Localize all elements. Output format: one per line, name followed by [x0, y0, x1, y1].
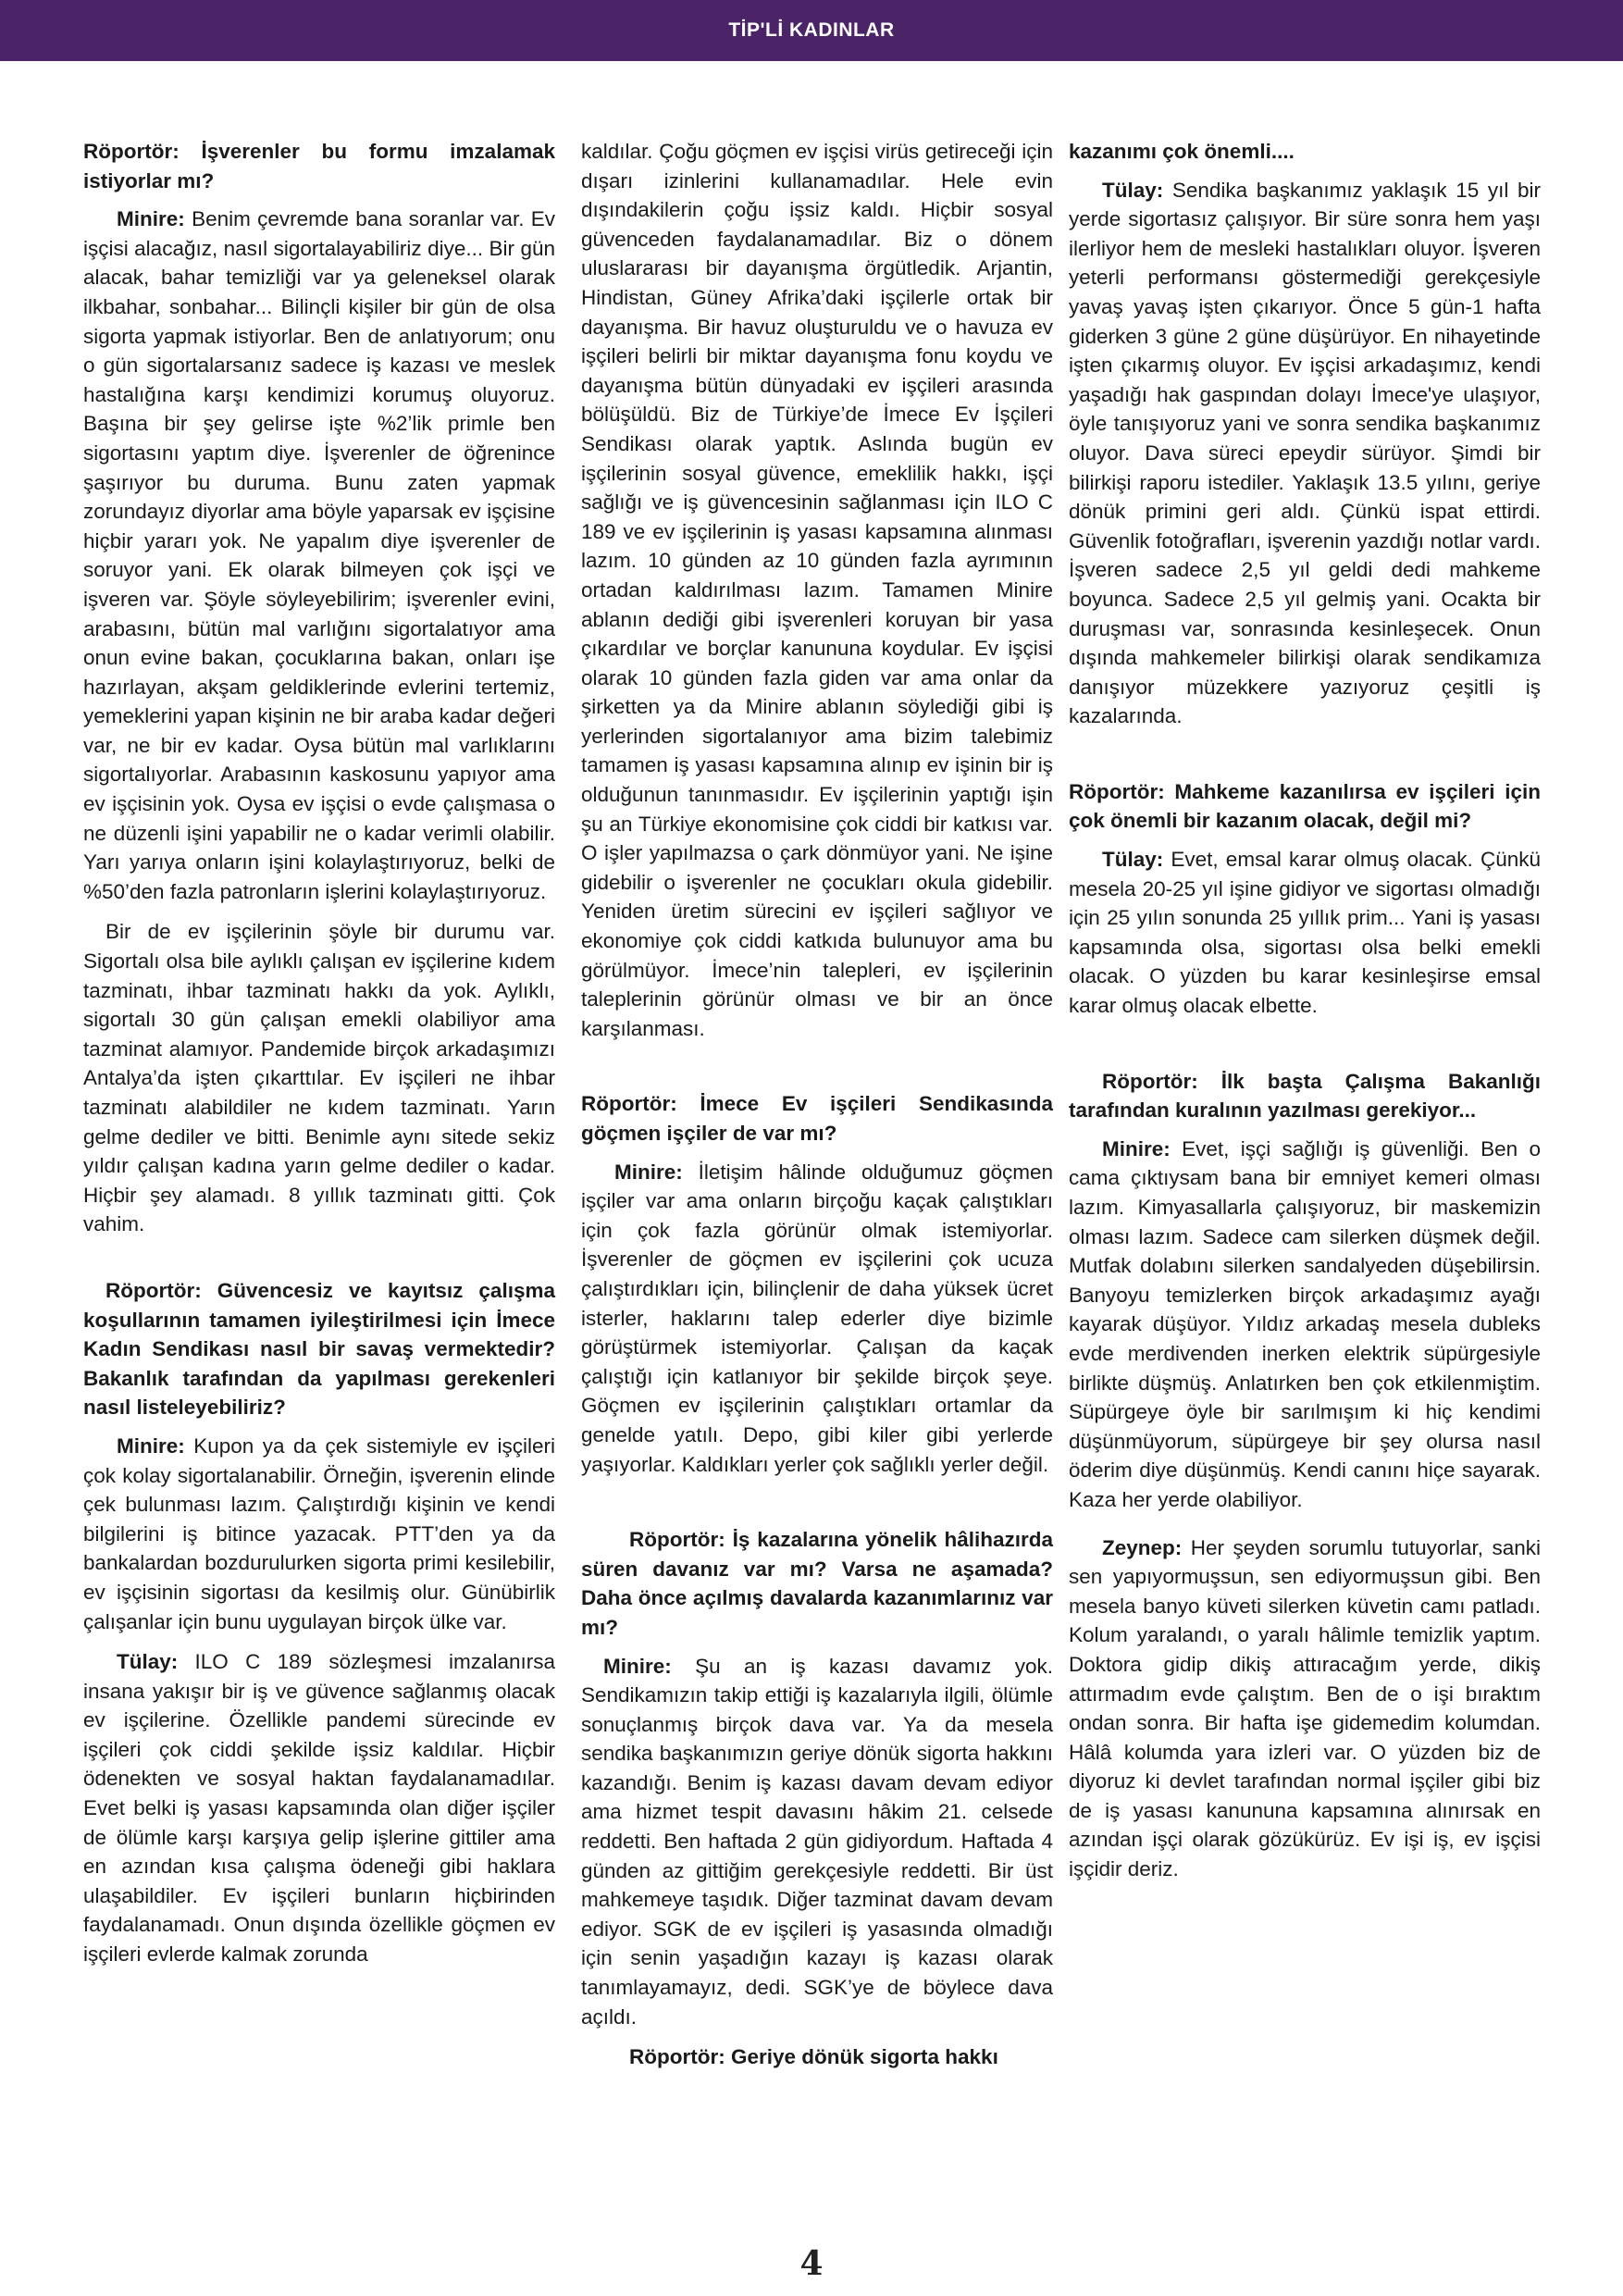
column-3	[1069, 137, 1541, 1895]
page-number: 4	[799, 2244, 824, 2283]
answer-paragraph	[1069, 176, 1541, 731]
column-2	[581, 137, 1053, 2081]
answer-paragraph: Bir de ev işçilerinin şöyle bir durumu var. Sigortalı olsa bile aylıklı çalışan ev işçilerine kıdem tazminatı, ihbar tazminatı hakkı da yok. Aylıklı, sigortalı 30 gün çalışan emekli olabiliyor ama tazminat alamıyor. Pandemide birçok arkadaşımızı Antalya’da işten çıkarttılar. Ev işçileri ne ihbar tazminatı alabildiler ne kıdem tazminatı. Yarın gelme dediler ve bitti. Benimle aynı sitede sekiz yıldır çalışan kadına yarın gelme dediler o kadar. Hiçbir şey alamadı. 8 yıllık tazminatı gitti. Çok vahim.	[83, 920, 555, 1236]
interviewer-question: Röportör: Geriye dönük sigorta hakkı	[629, 2045, 998, 2069]
answer-paragraph	[1069, 1533, 1541, 1884]
answer-paragraph	[1069, 845, 1541, 1021]
answer-text: Kupon ya da çek sistemiyle ev işçileri çok kolay sigortalanabilir. Örneğin, işverenin elinde çek bulunması lazım. Çalıştırdığı kişinin ve kendi bilgilerini iş bitince yazacak. PTT’den ya da bankalardan bozdurulurken sigorta primi kesilebilir, ev işçisinin sigortası da kesilmiş olur. Günübirlik çalışanlar için bunu uygulayan birçok ülke var.	[83, 1433, 555, 1633]
interviewer-question: Röportör: İmece Ev işçileri Sendikasında göçmen işçiler de var mı?	[581, 1092, 1053, 1145]
speaker-name: Minire:	[117, 1433, 185, 1458]
speaker-name: Zeynep:	[1102, 1535, 1183, 1559]
interviewer-question: Röportör: Mahkeme kazanılırsa ev işçileri için çok önemli bir kazanım olacak, değil mi?	[1069, 779, 1541, 833]
interviewer-question-continued: kazanımı çok önemli....	[1069, 140, 1295, 163]
section-title: TİP'Lİ KADINLAR	[728, 19, 895, 41]
speaker-name: Tülay:	[117, 1650, 179, 1674]
speaker-name: Tülay:	[1102, 848, 1164, 872]
answer-text: Evet, işçi sağlığı iş güvenliği. Ben o cama çıktıysam bana bir emniyet kemeri olması lazım. Kimyasallarla çalışıyoruz, bir maskemizin olması lazım. Sadece cam silerken düşmek değil. Mutfak dolabını silerken sandalyeden düşebilirsin. Banyoyu temizlerken birçok arkadaşımız ayağı kayarak düşüyor. Yıldız arkadaş mesela dubleks evde merdivenden inerken elektrik süpürgesiyle birlikte düşmüş. Anlatırken ben çok etkilenmiştim. Süpürgeye öyle bir sarılmışım ki hiç kendimi düşünmüyorum, süpürgeye bir şey olursa nasıl öderim diye düşünmüş. Kendi canını hiçe sayarak. Kaza her yerde olabiliyor.	[1069, 1136, 1541, 1511]
interviewer-question: Röportör: İş kazalarına yönelik hâlihazırda süren davanız var mı? Varsa ne aşamada? Daha önce açılmış davalarda kazanımlarınız var mı?	[581, 1528, 1053, 1639]
answer-text: ILO C 189 sözleşmesi imzalanırsa insana yakışır bir iş ve güvence sağlanmış olacak ev işçilerine. Özellikle pandemi sürecinde ev işçileri çok ciddi şekilde işsiz kaldılar. Hiçbir ödenekten ve sosyal haktan faydalanamadılar. Evet belki iş yasası kapsamında olan diğer işçiler de ölümle karşı karşıya gelip işlerine gittiler ama en azından kısa çalışma ödeneği gibi haklara ulaşabildiler. Ev işçileri bunların hiçbirinden faydalanamadı. Onun dışında özellikle göçmen ev işçileri evlerde kalmak zorunda	[83, 1650, 555, 1967]
answer-paragraph	[1069, 1135, 1541, 1515]
speaker-name: Minire:	[614, 1160, 683, 1184]
answer-text: Şu an iş kazası davamız yok. Sendikamızın takip ettiği iş kazalarıyla ilgili, ölümle sonuçlanmış birçok dava var. Ya da mesela sendika başkanımızın geriye dönük sigorta hakkını kazandığı. Benim iş kazası davam devam ediyor ama hizmet tespit davasını hâkim 21. celsede reddetti. Ben haftada 2 gün gidiyordum. Haftada 4 günden az gittiğim gerekçesiyle reddetti. Bir üst mahkemeye taşıdık. Diğer tazminat davam devam ediyor. SGK de ev işçileri iş yasasında olmadığı için senin yaşadığın kazayı iş kazası olarak tanımlayamayız, dedi. SGK’ye de böylece dava açıldı.	[581, 1654, 1053, 2029]
answer-paragraph	[83, 1647, 555, 1969]
interviewer-question: Röportör: Güvencesiz ve kayıtsız çalışma koşullarının tamamen iyileştirilmesi için İmece Kadın Sendikası nasıl bir savaş vermektedir? Bakanlık tarafından da yapılması gerekenleri nasıl listeleyebiliriz?	[83, 1278, 555, 1420]
section-header-bar	[0, 0, 1623, 61]
speaker-name: Minire:	[603, 1654, 672, 1678]
interviewer-question: Röportör: İlk başta Çalışma Bakanlığı tarafından kuralının yazılması gerekiyor...	[1069, 1069, 1541, 1123]
answer-text: İletişim hâlinde olduğumuz göçmen işçiler var ama onların birçoğu kaçak çalıştıkları için çok fazla görünür olmak istemiyorlar. İşverenler de göçmen ev işçilerini çok ucuza çalıştırdıkları için, bilinçlenir de daha yüksek ücret isterler, haklarını talep ederler diye bizimle görüştürmek istemiyorlar. Çalışan da kaçak çalıştığı için katlanıyor bir şekilde birçok şeye. Göçmen ev işçilerinin çalıştıkları ortamlar da genelde yatılı. Depo, gibi kiler gibi yerlerde yaşıyorlar. Kaldıkları yerler çok sağlıklı yerler değil.	[581, 1160, 1053, 1476]
answer-paragraph	[581, 1652, 1053, 2032]
speaker-name: Minire:	[117, 207, 185, 231]
answer-text: Evet, emsal karar olmuş olacak. Çünkü mesela 20-25 yıl işine gidiyor ve sigortası olmadığı için 25 yılın sonunda 25 yıllık prim... Yani iş yasası kapsamında olsa, sigortası olsa belki emekli olacak. O yüzden bu karar kesinleşirse emsal karar olmuş olacak elbette.	[1069, 848, 1541, 1018]
answer-text: Her şeyden sorumlu tutuyorlar, sanki sen yapıyormuşsun, sen ediyormuşsun gibi. Ben mesela banyo küveti silerken küvetin camı patladı. Kolum yaralandı, o yaralı hâlimle temizlik yaptım. Doktora gidip dikiş attıracağım yerde, dikiş attırmadım evde çalıştım. Ben de o işi bıraktım ondan sonra. Bir hafta işe gidemedim kolumdan. Hâlâ kolumda yara izleri var. O yüzden biz de diyoruz ki devlet tarafından normal işçiler gibi biz de iş yasası kanununa kapsamına alınırsak en azından işçi olarak gözükürüz. Ev işi iş, ev işçisi işçidir deriz.	[1069, 1535, 1541, 1881]
answer-paragraph	[83, 1432, 555, 1636]
answer-paragraph	[83, 205, 555, 906]
speaker-name: Tülay:	[1102, 178, 1164, 202]
column-1	[83, 137, 555, 1980]
answer-paragraph: kaldılar. Çoğu göçmen ev işçisi virüs getireceği için dışarı izinlerini kullanamadılar. Hele evin dışındakilerin çoğu işsiz kaldı. Hiçbir sosyal güvenceden faydalanamadılar. Biz o dönem uluslararası bir dayanışma örgütledik. Arjantin, Hindistan, Güney Afrika’daki işçilerle ortak bir dayanışma. Bir havuz oluşturuldu ve o havuza ev işçileri belirli bir miktar dayanışma fonu koydu ve dayanışma bütün dünyadaki ev işçileri arasında bölüşüldü. Biz de Türkiye’de İmece Ev İşçileri Sendikası olarak yaptık. Aslında bugün ev işçilerinin sosyal güvence, emeklilik hakkı, işçi sağlığı ve iş güvencesinin sağlanması için ILO C 189 ve ev işçilerinin iş yasası kapsamına alınması lazım. 10 günden az 10 günden fazla ayrımının ortadan kaldırılması lazım. Tamamen Minire ablanın dediği gibi işverenleri koruyan bir yasa çıkardılar ve borçlar kanununa koydular. Ev işçisi olarak 10 günden fazla giden var ama onlar da şirketten ya da Minire ablanın söylediği gibi iş yerlerinden sigortalanıyor ama bizim talebimiz tamamen iş yasası kapsamına alınıp ev işinin bir iş olduğunun tanınmasıdır. Ev işçilerinin yaptığı işin şu an Türkiye ekonomisine çok ciddi bir katkısı var. O işler yapılmazsa o çark dönmüyor yani. Ne işine gidebilir o işverenler ne çocukları okula gidebilir. Yeniden üretim sürecini ev işçileri sağlıyor ve ekonomiye çok ciddi katkıda bulunuyor ama bu görülmüyor. İmece’nin talepleri, ev işçilerinin taleplerinin görünür olması ve bir an önce karşılanması.	[581, 140, 1053, 1040]
speaker-name: Minire:	[1102, 1136, 1171, 1160]
answer-text: Benim çevremde bana soranlar var. Ev işçisi alacağız, nasıl sigortalayabiliriz diye... Bir gün alacak, bahar temizliği var ya geleneksel olarak ilkbahar, sonbahar... Bilinçli kişiler bir gün de olsa sigorta yapmak istiyorlar. Ben de anlatıyorum; onu o gün sigortalarsanız sadece iş kazası ve meslek hastalığına karşı kendimizi korumuş oluyoruz. Başına bir şey gelirse işte %2’lik primle ben sigortasını yaptım diye. İşverenler de öğrenince şaşırıyor bu duruma. Bunu zaten yapmak zorundayız diyorlar ama böyle yaparsak ev işçisine hiçbir yararı yok. Ne yapalım diye işverenler de soruyor yani. Ek olarak bilmeyen çok işçi ve işveren var. Şöyle söyleyebilirim; işverenler evini, arabasını, bütün mal varlığını sigortalatıyor ama onun evine bakan, çocuklarına bakan, onları işe hazırlayan, akşam geldiklerinde evlerini tertemiz, yemeklerini yapan kişinin ne bir araba kadar değeri var, ne bir ev kadar. Oysa bütün mal varlıklarını sigortalıyorlar. Arabasının kaskosunu yapıyor ama ev işçisinin yok. Oysa ev işçisi o evde çalışmasa o ne düzenli işini yapabilir ne o kadar verimli olabilir. Yarı yarıya onların işini kolaylaştırıyoruz, belki de %50’den fazla patronların işlerini kolaylaştırıyoruz.	[83, 207, 555, 903]
answer-text: Sendika başkanımız yaklaşık 15 yıl bir yerde sigortasız çalışıyor. Bir süre sonra hem yaşı ilerliyor hem de mesleki hastalıkları oluyor. İşveren yeterli performansı göstermediği gerekçesiyle yavaş yavaş işten çıkarıyor. Önce 5 gün-1 hafta giderken 3 güne 2 güne düşürüyor. En nihayetinde işten çıkarmış oluyor. Ev işçisi arkadaşımız, kendi yaşadığı hak gaspından dolayı İmece'ye ulaşıyor, öyle tanışıyoruz yani ve sonra sendika başkanımız oluyor. Dava süreci epeydir sürüyor. Şimdi bir bilirkişi raporu istediler. Yaklaşık 13.5 yılını, geriye dönük primini geri aldı. Çünkü ispat ettirdi. Güvenlik fotoğrafları, işverenin yazdığı notlar vardı. İşveren sadece 2,5 yıl geldi dedi mahkeme boyunca. Sadece 2,5 yıl gelmiş yani. Ocakta bir duruşması var, sonrasında kesinleşecek. Onun dışında mahkemeler bilirkişi olarak sendikamıza danışıyor müzekkere yazıyoruz çeşitli iş kazalarında.	[1069, 178, 1541, 728]
answer-paragraph	[581, 1158, 1053, 1480]
interviewer-question: Röportör: İşverenler bu formu imzalamak istiyorlar mı?	[83, 140, 555, 192]
